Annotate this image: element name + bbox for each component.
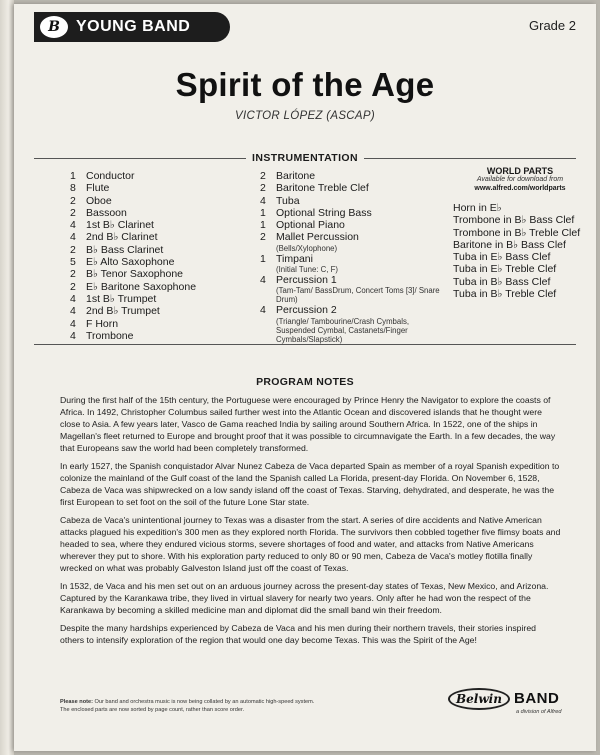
world-part-item: Tuba in E♭ Bass Clef: [453, 251, 551, 264]
grade-label: Grade 2: [529, 18, 576, 33]
instrument-entry: [70, 305, 250, 317]
instrument-row: [70, 268, 250, 280]
instrument-name: 2nd B♭ Trumpet: [86, 305, 160, 318]
instrument-name: 1st B♭ Clarinet: [86, 219, 154, 232]
instrument-row: [70, 330, 250, 342]
instrument-row: [70, 219, 250, 231]
instrument-entry: [260, 170, 440, 182]
instrument-row: [70, 182, 250, 194]
part-count: 1: [70, 170, 76, 182]
instrument-entry: [260, 231, 440, 252]
world-parts-title: WORLD PARTS: [486, 166, 554, 176]
instrument-name: Flute: [86, 182, 110, 195]
part-count: 1: [260, 252, 266, 265]
instrument-name: Trombone: [86, 329, 134, 342]
instrument-name: Baritone: [276, 170, 316, 182]
world-parts-subtitle: Available for download from: [476, 176, 564, 183]
part-count: 4: [70, 292, 76, 305]
instrument-row: [70, 281, 250, 293]
instrument-name: Conductor: [86, 170, 135, 182]
instrument-list-2: [260, 170, 440, 344]
instrument-row: [260, 195, 440, 207]
instrument-row: [260, 207, 440, 219]
series-name: YOUNG BAND: [76, 18, 191, 35]
part-count: 4: [70, 219, 76, 232]
instrument-row: [70, 256, 250, 268]
program-notes-heading: PROGRAM NOTES: [256, 376, 354, 388]
instrument-name: E♭ Alto Saxophone: [86, 256, 175, 269]
part-count: 8: [70, 182, 76, 195]
program-note-paragraph: Despite the many hardships experienced by Cabeza de Vaca and his men during their northern travels, their stories inspired others to intensify exploration of the region that would one day become Texas. This was the Spirit of the Age!: [60, 623, 536, 645]
instrument-name: F Horn: [86, 317, 119, 330]
instrument-name: 2nd B♭ Clarinet: [86, 231, 158, 244]
instrument-entry: [70, 195, 250, 207]
instrument-name: Baritone Treble Clef: [276, 182, 369, 195]
part-count: 4: [70, 305, 76, 318]
part-count: 4: [70, 329, 76, 342]
belwin-b-logo: B: [40, 16, 68, 38]
collation-note: [60, 698, 380, 714]
instrument-name: 1st B♭ Trumpet: [86, 292, 157, 305]
score-cover-page: [14, 4, 596, 751]
program-notes: [60, 394, 562, 652]
instrument-name: Timpani: [276, 252, 313, 265]
note-label: Please note:: [60, 699, 93, 705]
instrument-entry: [70, 182, 250, 194]
instrument-row: [70, 195, 250, 207]
instrument-row: [260, 219, 440, 231]
divider: [364, 158, 576, 159]
publisher-band: BAND: [514, 690, 560, 707]
page-edge: [0, 0, 14, 755]
publisher-logo: [448, 688, 578, 716]
instrument-list-1: [70, 170, 250, 342]
instrument-name: Percussion 1: [276, 274, 337, 287]
instrument-entry: [70, 219, 250, 231]
instrument-entry: [70, 231, 250, 243]
instrument-name: Tuba: [276, 194, 300, 207]
piece-title: Spirit of the Age: [175, 66, 435, 103]
note-line-1: Our band and orchestra music is now being collated by an automatic high-speed system.: [94, 699, 315, 705]
instrument-entry: [70, 330, 250, 342]
program-note-paragraph: In 1532, de Vaca and his men set out on an arduous journey across the present-day states of Texas, New Mexico, and Arizona. Captured by the Karankawa tribe, they lived in virtual slavery for nearly two years. Only after he had won the respect of the Karankawa by becoming a skilled medicine man and diplomat did the small band win their freedom.: [60, 581, 549, 615]
instrument-detail: (Triangle/ Tambourine/Crash Cymbals, Suspended Cymbal, Castanets/Finger Cymbals/Slapstick): [276, 316, 410, 344]
instrument-row: [260, 274, 440, 286]
part-count: 1: [260, 206, 266, 219]
instrument-entry: [260, 304, 440, 343]
instrument-name: Optional Piano: [276, 219, 345, 232]
instrument-entry: [260, 274, 440, 304]
instrument-entry: [260, 182, 440, 194]
instrument-name: Mallet Percussion: [276, 231, 359, 244]
instrument-row: [70, 293, 250, 305]
instrument-row: [260, 170, 440, 182]
instrument-entry: [70, 293, 250, 305]
program-note-paragraph: During the first half of the 15th century, the Portuguese were encouraged by Prince Henry the Navigator to explore the coasts of Africa. In 1492, Christopher Columbus sailed further west into the Atlantic Ocean and discovered islands that he thought were close to Asia. A few years later, Vasco de Gama reached India by sailing around Southern Africa. In 1522, one of the ships in Magellan's fleet returned to Europe and brought proof that it was possible to circumnavigate the Earth. In a few decades, the way that Europeans saw the world had been completely transformed.: [60, 395, 556, 453]
part-count: 2: [70, 194, 76, 207]
part-count: 2: [70, 268, 76, 281]
part-count: 2: [70, 280, 76, 293]
instrument-detail: (Tam-Tam/ BassDrum, Concert Toms [3]/ Snare Drum): [276, 286, 440, 305]
program-note-paragraph: In early 1527, the Spanish conquistador Alvar Nunez Cabeza de Vaca departed Spain as member of a royal Spanish expedition to colonize the mainland of the Gulf coast of the land the Spanish called La Florida, present-day Florida. On November 6, 1528, Cabeza de Vaca was shipwrecked on a low sandy island off the coast of Texas. Starving, dehydrated, and desperate, he was the first European to set foot on the soil of the future Lone Star state.: [60, 461, 560, 507]
belwin-logo: Belwin: [448, 688, 510, 710]
world-part-item: Trombone in B♭ Bass Clef: [453, 214, 575, 227]
world-part-item: Baritone in B♭ Bass Clef: [453, 238, 566, 251]
instrument-name: Oboe: [86, 194, 112, 207]
instrument-name: Bassoon: [86, 206, 127, 219]
instrument-detail: (Bells/Xylophone): [276, 243, 338, 253]
instrument-row: [70, 170, 250, 182]
part-count: 4: [260, 194, 266, 207]
world-part-item: Tuba in B♭ Bass Clef: [453, 275, 551, 288]
part-count: 1: [260, 219, 266, 232]
part-count: 2: [260, 170, 266, 182]
part-count: 2: [70, 243, 76, 256]
world-parts-list: [450, 202, 590, 300]
instrument-entry: [260, 253, 440, 274]
instrument-name: B♭ Bass Clarinet: [86, 243, 164, 256]
program-note-paragraph: Cabeza de Vaca's unintentional journey to Texas was a disaster from the start. A series of dire accidents and Native American attacks plagued his expedition's 300 men as they explored north Florida. The survivors then cobbled together five flimsy boats and headed to sea, where they endured vicious storms, severe shortages of food and water, and attacks from Native Americans wherever they put to shore. With his exploration party reduced to only 80 or 90 men, Cabeza de Vaca's motley flotilla finally wrecked on what was probably Galveston Island just off the coast of Texas.: [60, 515, 561, 573]
instrument-row: [70, 305, 250, 317]
instrumentation-title: INSTRUMENTATION: [252, 152, 358, 164]
instrument-name: B♭ Tenor Saxophone: [86, 268, 183, 281]
instrument-row: [260, 304, 440, 316]
instrument-name: Percussion 2: [276, 304, 337, 317]
instrument-entry: [70, 268, 250, 280]
instrument-name: Optional String Bass: [276, 206, 372, 219]
instrument-row: [70, 207, 250, 219]
part-count: 2: [260, 231, 266, 244]
divider: [34, 158, 246, 159]
instrument-row: [70, 231, 250, 243]
world-part-item: Tuba in E♭ Treble Clef: [453, 263, 557, 276]
instrument-entry: [260, 219, 440, 231]
part-count: 4: [260, 274, 266, 287]
part-count: 5: [70, 256, 76, 269]
instrument-entry: [70, 244, 250, 256]
part-count: 4: [70, 231, 76, 244]
instrumentation-heading: [34, 152, 576, 164]
part-count: 4: [70, 317, 76, 330]
publisher-sub: a division of Alfred: [516, 709, 562, 715]
instrument-entry: [70, 256, 250, 268]
instrument-row: [70, 318, 250, 330]
world-parts-url: www.alfred.com/worldparts: [474, 184, 566, 192]
note-line-2: The enclosed parts are now sorted by page count, rather than score order.: [60, 707, 245, 713]
part-count: 4: [260, 304, 266, 317]
instrument-entry: [70, 170, 250, 182]
instrument-entry: [70, 207, 250, 219]
part-count: 2: [70, 206, 76, 219]
instrument-row: [260, 182, 440, 194]
series-banner: [34, 12, 230, 42]
part-count: 2: [260, 182, 266, 195]
instrument-entry: [260, 195, 440, 207]
instrument-entry: [70, 318, 250, 330]
instrument-entry: [70, 281, 250, 293]
world-part-item: Tuba in B♭ Treble Clef: [453, 288, 557, 301]
composer-credit: VICTOR LÓPEZ (ASCAP): [235, 110, 375, 122]
world-part-item: Trombone in B♭ Treble Clef: [453, 226, 581, 239]
instrument-row: [70, 244, 250, 256]
instrument-row: [260, 231, 440, 243]
instrument-detail: (Initial Tune: C, F): [276, 265, 338, 275]
instrument-name: E♭ Baritone Saxophone: [86, 280, 197, 293]
divider: [34, 344, 576, 345]
instrument-row: [260, 253, 440, 265]
world-parts: [450, 166, 590, 300]
instrument-entry: [260, 207, 440, 219]
world-part-item: Horn in E♭: [453, 202, 502, 214]
